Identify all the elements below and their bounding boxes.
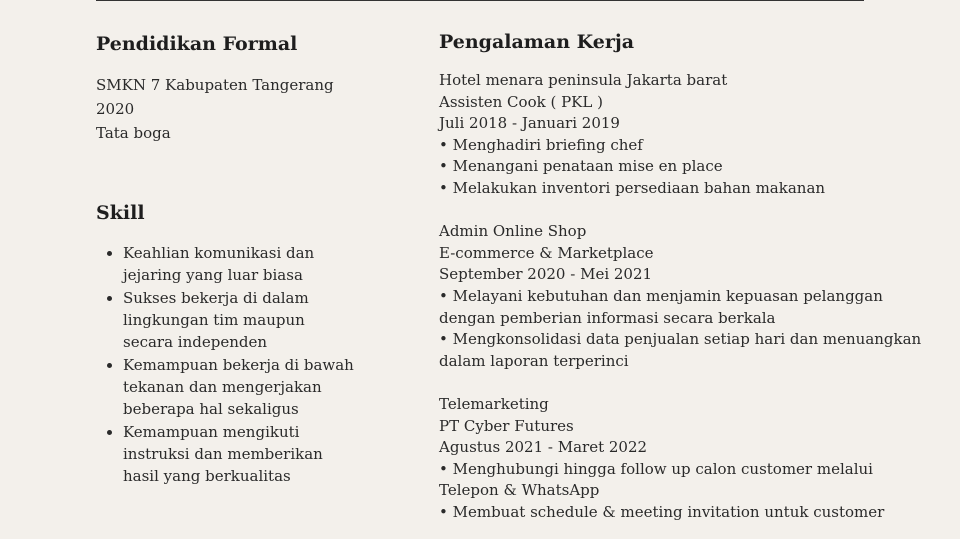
top-divider bbox=[96, 0, 864, 1]
skill-heading: Skill bbox=[96, 202, 145, 224]
skill-item-line: hasil yang berkualitas bbox=[123, 467, 291, 485]
skill-item bbox=[123, 287, 373, 353]
skill-item-line: tekanan dan mengerjakan bbox=[123, 378, 322, 396]
job-duty: Telepon & WhatsApp bbox=[439, 481, 600, 500]
job-company: Hotel menara peninsula Jakarta barat bbox=[439, 71, 728, 89]
job-position: Admin Online Shop bbox=[439, 222, 587, 241]
job-duty: • Melakukan inventori persediaan bahan makanan bbox=[439, 178, 826, 197]
job-period: Agustus 2021 - Maret 2022 bbox=[439, 438, 648, 457]
skill-item-line: Sukses bekerja di dalam bbox=[123, 289, 309, 307]
job-duty: • Menghadiri briefing chef bbox=[439, 135, 643, 154]
job-duty: dalam laporan terperinci bbox=[439, 351, 629, 370]
job-company: E-commerce & Marketplace bbox=[439, 243, 654, 262]
skill-item-line: Kemampuan mengikuti bbox=[123, 423, 300, 441]
education-heading: Pendidikan Formal bbox=[96, 33, 298, 55]
skill-item bbox=[123, 354, 373, 420]
education-details bbox=[96, 73, 334, 145]
skill-item-line: instruksi dan memberikan bbox=[123, 445, 323, 463]
experience-heading: Pengalaman Kerja bbox=[439, 31, 635, 53]
skill-list bbox=[106, 242, 373, 488]
job-company: PT Cyber Futures bbox=[439, 416, 574, 435]
experience-entry-telemarketing bbox=[439, 394, 921, 524]
job-duty: • Menghubungi hingga follow up calon customer melalui bbox=[439, 459, 873, 478]
skill-item-line: Kemampuan bekerja di bawah bbox=[123, 356, 354, 374]
skill-item-line: jejaring yang luar biasa bbox=[123, 266, 303, 284]
education-major: Tata boga bbox=[96, 124, 171, 142]
education-school: SMKN 7 Kabupaten Tangerang bbox=[96, 76, 334, 94]
skill-item-line: secara independen bbox=[123, 333, 268, 351]
job-duty: • Membuat schedule & meeting invitation untuk customer bbox=[439, 502, 885, 521]
job-period: Juli 2018 - Januari 2019 bbox=[439, 114, 620, 133]
experience-entry-online-shop bbox=[439, 221, 921, 372]
job-duty: dengan pemberian informasi secara berkala bbox=[439, 308, 776, 327]
job-duty: • Melayani kebutuhan dan menjamin kepuasan pelanggan bbox=[439, 286, 883, 305]
experience-list bbox=[439, 70, 921, 523]
job-duty: • Mengkonsolidasi data penjualan setiap hari dan menuangkan bbox=[439, 330, 922, 349]
job-period: September 2020 - Mei 2021 bbox=[439, 265, 653, 284]
job-position: Assisten Cook ( PKL ) bbox=[439, 92, 603, 111]
education-year: 2020 bbox=[96, 100, 135, 118]
skill-item-line: beberapa hal sekaligus bbox=[123, 400, 299, 418]
job-duty: • Menangani penataan mise en place bbox=[439, 157, 723, 176]
skill-item bbox=[123, 242, 373, 286]
experience-entry-hotel bbox=[439, 70, 921, 200]
job-position: Telemarketing bbox=[439, 394, 549, 413]
skill-item-line: lingkungan tim maupun bbox=[123, 311, 305, 329]
skill-item-line: Keahlian komunikasi dan bbox=[123, 244, 315, 262]
skill-item bbox=[123, 421, 373, 487]
